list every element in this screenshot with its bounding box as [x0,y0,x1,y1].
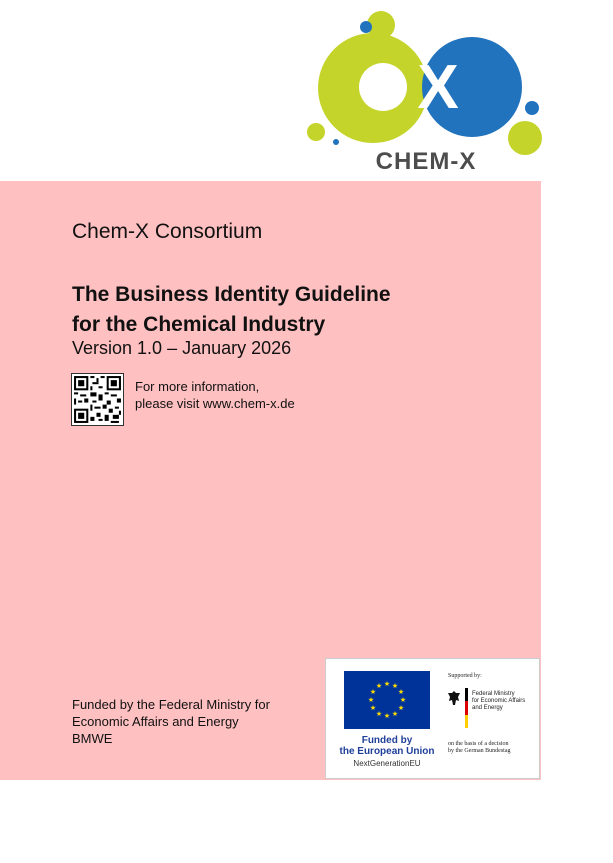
eu-flag-graphic [344,671,430,729]
eu-line-1: Funded by [361,735,413,746]
funded-line-2: Economic Affairs and Energy [72,714,239,729]
svg-text:★: ★ [391,710,399,718]
funded-line-3: BMWE [72,731,113,746]
ministry-line-3: and Energy [472,705,503,711]
consortium-name: Chem-X Consortium [72,220,263,243]
bundestag-decision [448,741,510,755]
supported-by-label: Supported by: [448,673,482,679]
funding-statement [72,696,270,747]
eu-line-2: the European Union [339,746,435,757]
federal-eagle-graphic [447,690,461,706]
ministry-name [472,691,525,712]
info-text [135,378,295,412]
svg-text:★: ★ [397,704,405,712]
decision-line-1: on the basis of a decision [448,741,509,747]
info-line-2[interactable]: please visit www.chem-x.de [135,396,295,411]
svg-text:★: ★ [383,680,391,688]
version-date: Version 1.0 – January 2026 [72,338,292,358]
svg-text:★: ★ [399,696,407,704]
ministry-line-1: Federal Ministry [472,691,515,697]
funded-line-1: Funded by the Federal Ministry for [72,697,270,712]
eu-flag-icon [344,671,430,729]
qr-code-graphic [72,374,123,425]
eu-funded-text [332,735,442,757]
svg-text:★: ★ [383,712,391,720]
qr-code-icon[interactable] [71,373,124,426]
decision-line-2: by the German Bundestag [448,748,511,754]
next-generation-eu: NextGenerationEU [353,759,421,768]
svg-text:★: ★ [391,682,399,690]
svg-text:X: X [417,53,459,122]
info-line-1: For more information, [135,379,260,394]
logo-wordmark: CHEM-X [375,148,477,175]
german-flag-graphic [465,688,468,728]
federal-eagle-icon [447,690,461,706]
svg-text:★: ★ [397,688,405,696]
funding-logos [325,658,540,779]
title-line-1: The Business Identity Guideline [72,283,391,306]
ministry-line-2: for Economic Affairs [472,698,526,704]
svg-text:★: ★ [369,688,377,696]
svg-text:★: ★ [367,696,375,704]
document-title [72,280,391,340]
title-line-2: for the Chemical Industry [72,313,326,336]
svg-text:★: ★ [375,710,383,718]
german-flag-bar [465,688,468,728]
svg-text:★: ★ [369,704,377,712]
svg-text:★: ★ [375,682,383,690]
